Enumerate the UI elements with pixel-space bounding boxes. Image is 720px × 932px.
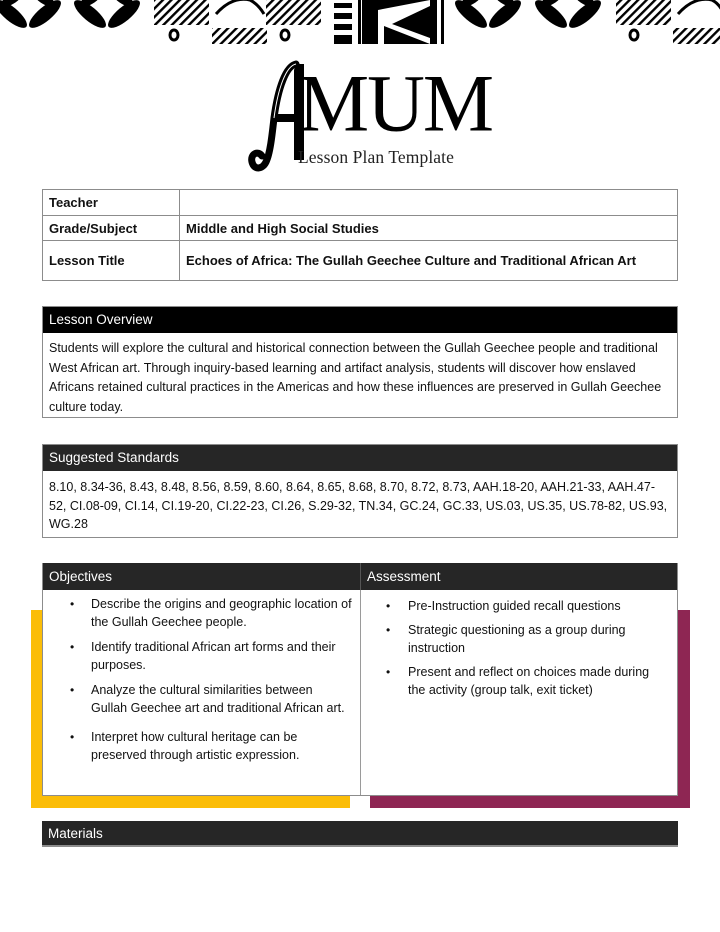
lesson-overview-heading: Lesson Overview [43, 307, 677, 333]
list-item [43, 728, 360, 764]
materials-heading: Materials [42, 821, 678, 847]
objectives-heading: Objectives [43, 563, 361, 590]
table-row-teacher [43, 190, 678, 216]
lesson-overview-text[interactable]: Students will explore the cultural and historical connection between the Gullah Geechee people and traditional West African art. Through inquiry-based learning and artifact analysis, students will discover how enslaved Africans retained cultural practices in the Americas and how these influences are preserved in Gullah Geechee culture today. [49, 341, 662, 414]
hatched-block-icon [266, 0, 321, 40]
objective-text: Describe the origins and geographic location of the Gullah Geechee people. [91, 597, 352, 629]
list-item [43, 681, 360, 717]
teacher-value[interactable] [180, 190, 678, 216]
assessment-text: Pre-Instruction guided recall questions [408, 599, 621, 613]
objective-text: Interpret how cultural heritage can be preserved through artistic expression. [91, 730, 300, 762]
bullet-icon: • [70, 640, 75, 654]
decorative-pattern-banner [0, 0, 720, 44]
ladder-motif-icon [334, 0, 361, 44]
list-item [361, 597, 677, 615]
logo-wordmark: MUM [298, 59, 493, 149]
list-item [43, 638, 360, 674]
hatched-block-icon [616, 0, 671, 40]
suggested-standards-section [42, 444, 678, 538]
bow-tie-motif-icon [362, 0, 444, 44]
grade-subject-label: Grade/Subject [43, 216, 180, 241]
flower-motif-icon [0, 0, 65, 44]
grade-subject-value[interactable]: Middle and High Social Studies [180, 216, 678, 241]
objectives-assessment-table [42, 563, 678, 796]
list-item [361, 663, 677, 699]
assessment-column[interactable] [361, 590, 677, 705]
assessment-text: Strategic questioning as a group during instruction [408, 623, 626, 655]
lesson-title-label: Lesson Title [43, 241, 180, 281]
hatched-block-icon [154, 0, 209, 40]
assessment-heading: Assessment [367, 569, 441, 584]
objectives-column[interactable] [43, 590, 360, 771]
bullet-icon: • [386, 599, 391, 613]
objectives-assessment-header [43, 563, 677, 590]
flower-motif-icon [70, 0, 144, 44]
suggested-standards-heading: Suggested Standards [43, 445, 677, 471]
arch-motif-icon [212, 0, 267, 44]
arch-motif-icon [673, 0, 720, 44]
lesson-title-value[interactable]: Echoes of Africa: The Gullah Geechee Culture and Traditional African Art [180, 241, 678, 281]
objective-text: Identify traditional African art forms and their purposes. [91, 640, 336, 672]
list-item [43, 595, 360, 631]
assessment-text: Present and reflect on choices made during the activity (group talk, exit ticket) [408, 665, 650, 697]
list-item [361, 621, 677, 657]
bullet-icon: • [70, 597, 75, 611]
bullet-icon: • [386, 665, 391, 679]
table-row-lesson-title [43, 241, 678, 281]
assessment-list [361, 590, 677, 699]
objective-text: Analyze the cultural similarities between Gullah Geechee art and traditional African art. [91, 683, 345, 715]
bullet-icon: • [386, 623, 391, 637]
teacher-label: Teacher [43, 190, 180, 216]
amum-logo [248, 58, 493, 176]
logo-subtitle: Lesson Plan Template [298, 147, 454, 167]
suggested-standards-text[interactable]: 8.10, 8.34-36, 8.43, 8.48, 8.56, 8.59, 8.60, 8.64, 8.65, 8.68, 8.70, 8.72, 8.73, AAH.18-20, AAH.21-33, AAH.47-52, CI.08-09, CI.14, CI.19-20, CI.22-23, CI.26, S.29-32, TN.34, GC.24, GC.33, US.03, US.35, US.78-82, US.93, WG.28 [49, 480, 668, 531]
table-row-grade-subject [43, 216, 678, 241]
lesson-overview-section [42, 306, 678, 418]
lesson-info-table [42, 189, 678, 281]
flower-motif-icon [531, 0, 605, 44]
flower-motif-icon [451, 0, 525, 44]
bullet-icon: • [70, 683, 75, 697]
bullet-icon: • [70, 730, 75, 744]
objectives-list [43, 590, 360, 764]
